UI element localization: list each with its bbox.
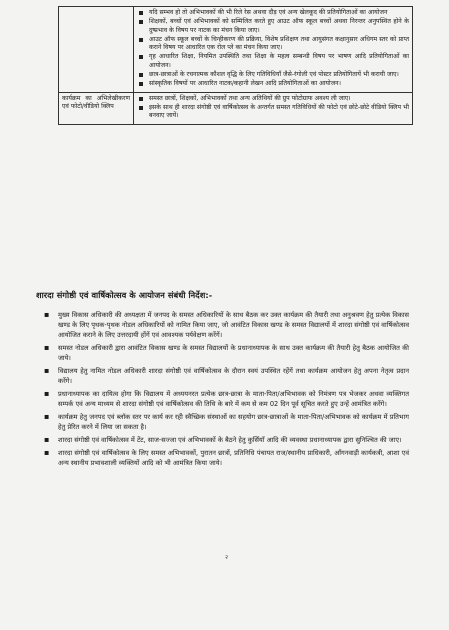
table-row-heading: कार्यक्रम का अभिलेखीकरण एवं फोटो/वीडियो क्लिप	[59, 92, 134, 124]
list-item: सांस्कृतिक विषयों पर आधारित नाटक/कहानी लेखन आदि प्रतियोगिताओं का आयोजन।	[137, 80, 409, 88]
directive-item: ▪ शारदा संगोष्ठी एवं वार्षिकोत्सव में टेंट, साज-सज्जा एवं अभिभावकों के बैठने हेतु कुर्सियाँ आदि की व्यवस्था प्रधानाध्यापक द्वारा सुनिश्चित की जाए।	[44, 435, 409, 445]
directive-list	[44, 310, 409, 471]
table-cell-activities	[134, 7, 413, 93]
table-row	[59, 7, 413, 93]
list-item: इसके साथ ही शारदा संगोष्ठी एवं वार्षिकोत्सव के अन्तर्गत समस्त गतिविधियों की फोटो एवं छोटे-छोटे वीडियो क्लिप भी बनवाए जायें।	[137, 104, 409, 121]
table-cell-empty	[59, 7, 134, 93]
list-item: यदि सम्भव हो तो अभिभावकों की भी रिले रेस अथवा दौड़ एवं अन्य खेलकूद की प्रतियोगिताओं का आयोजन	[137, 9, 409, 17]
list-item: छात्र-छात्राओं के रचनात्मक कौशल वृद्धि के लिए गतिविधियाँ जैसे-रंगोली एवं पोस्टर प्रतियोगितायें भी करायी जाए।	[137, 71, 409, 79]
page-number: २	[225, 554, 229, 561]
list-item: शिक्षकों, बच्चों एवं अभिभावकों को सम्मिलित करते हुए आउट ऑफ स्कूल बच्चों अथवा निरन्तर अनुपस्थित होने के दुष्प्रभाव के विषय पर नाटक का मंचन किया जाए।	[137, 18, 409, 35]
directive-item: ▪ विद्यालय हेतु नामित नोडल अधिकारी शारदा संगोष्ठी एवं वार्षिकोत्सव के दौरान स्वयं उपस्थित रहेंगें तथा कार्यक्रम आयोजन हेतु अपना नेतृत्व प्रदान करेंगे।	[44, 366, 409, 386]
table-cell-documentation	[134, 92, 413, 124]
directive-item: ▪ शारदा संगोष्ठी एवं वार्षिकोत्सव के लिए समस्त अभिभावकों, पुरातन छात्रों, प्रतिनिधि पंचायत राज/स्थानीय प्राधिकारी, आँगनवाड़ी कार्यकत्री, आशा एवं अन्य स्थानीय प्रभावशाली व्यक्तियों आदि को भी आमंत्रित किया जाये।	[44, 448, 409, 468]
directive-item: ▪ प्रधानाध्यापक का दायित्व होगा कि विद्यालय में अध्ययनरत प्रत्येक छात्र-छात्रा के माता-पिता/अभिभावक को निमंत्रण पत्र भेजकर अथवा व्यक्तिगत सम्पर्क एवं अन्य माध्यम से शारदा संगोष्ठी एवं वार्षिकोत्सव की तिथि के बारे में कम से कम 02 दिन पूर्व सूचित करते हुए उन्हें आमंत्रित करेंगे।	[44, 389, 409, 409]
section-title: शारदा संगोष्ठी एवं वार्षिकोत्सव के आयोजन संबंधी निर्देश:-	[36, 290, 213, 300]
list-item: गृह आधारित शिक्षा, नियमित उपस्थिति तथा शिक्षा के महत्व सम्बन्धी विषय पर भाषण आदि प्रतियोगिताओं का आयोजन।	[137, 53, 409, 70]
table-row	[59, 92, 413, 124]
list-item: आउट ऑफ स्कूल बच्चों के चिन्हीकरण की प्रक्रिया, विशेष प्रशिक्षण तथा आयुसंगत कक्षानुसार अधिगम स्तर को प्राप्त कराने विषय पर आधारित एक रोल प्ले का मंचन किया जाए।	[137, 36, 409, 53]
directive-item: ▪ मुख्य विकास अधिकारी की अध्यक्षता में जनपद के समस्त अधिकारियों के साथ बैठक कर उक्त कार्यक्रम की तैयारी तथा अनुश्रवण हेतु प्रत्येक विकास खण्ड के लिए पृथक-पृथक नोडल अधिकारियों को नामित किया जाए, जो आवंटित विकास खण्ड के समस्त विद्यालयों में शारदा संगोष्ठी एवं वार्षिकोत्सव आयोजित कराने के लिए उत्तरदायी होंगें एवं आवश्यक पर्यवेक्षण करेंगें।	[44, 310, 409, 340]
activity-table	[58, 6, 413, 125]
directive-item: ▪ कार्यक्रम हेतु जनपद एवं ब्लॉक स्तर पर कार्य कर रही स्वैच्छिक संस्थाओं का सहयोग छात्र-छात्राओं के माता-पिता/अभिभावक को कार्यक्रम में प्रतिभाग हेतु प्रेरित करने में लिया जा सकता है।	[44, 412, 409, 432]
directive-item: ▪ समस्त नोडल अधिकारी द्वारा आवंटित विकास खण्ड के समस्त विद्यालयों के प्रधानाध्यापक के साथ उक्त कार्यक्रम की तैयारी हेतु बैठक आयोजित की जाये।	[44, 343, 409, 363]
list-item: समस्त छात्रों, शिक्षकों, अभिभावकों तथा अन्य अतिथियों की ग्रुप फोटोग्राफ अवश्य ली जाए।	[137, 95, 409, 103]
